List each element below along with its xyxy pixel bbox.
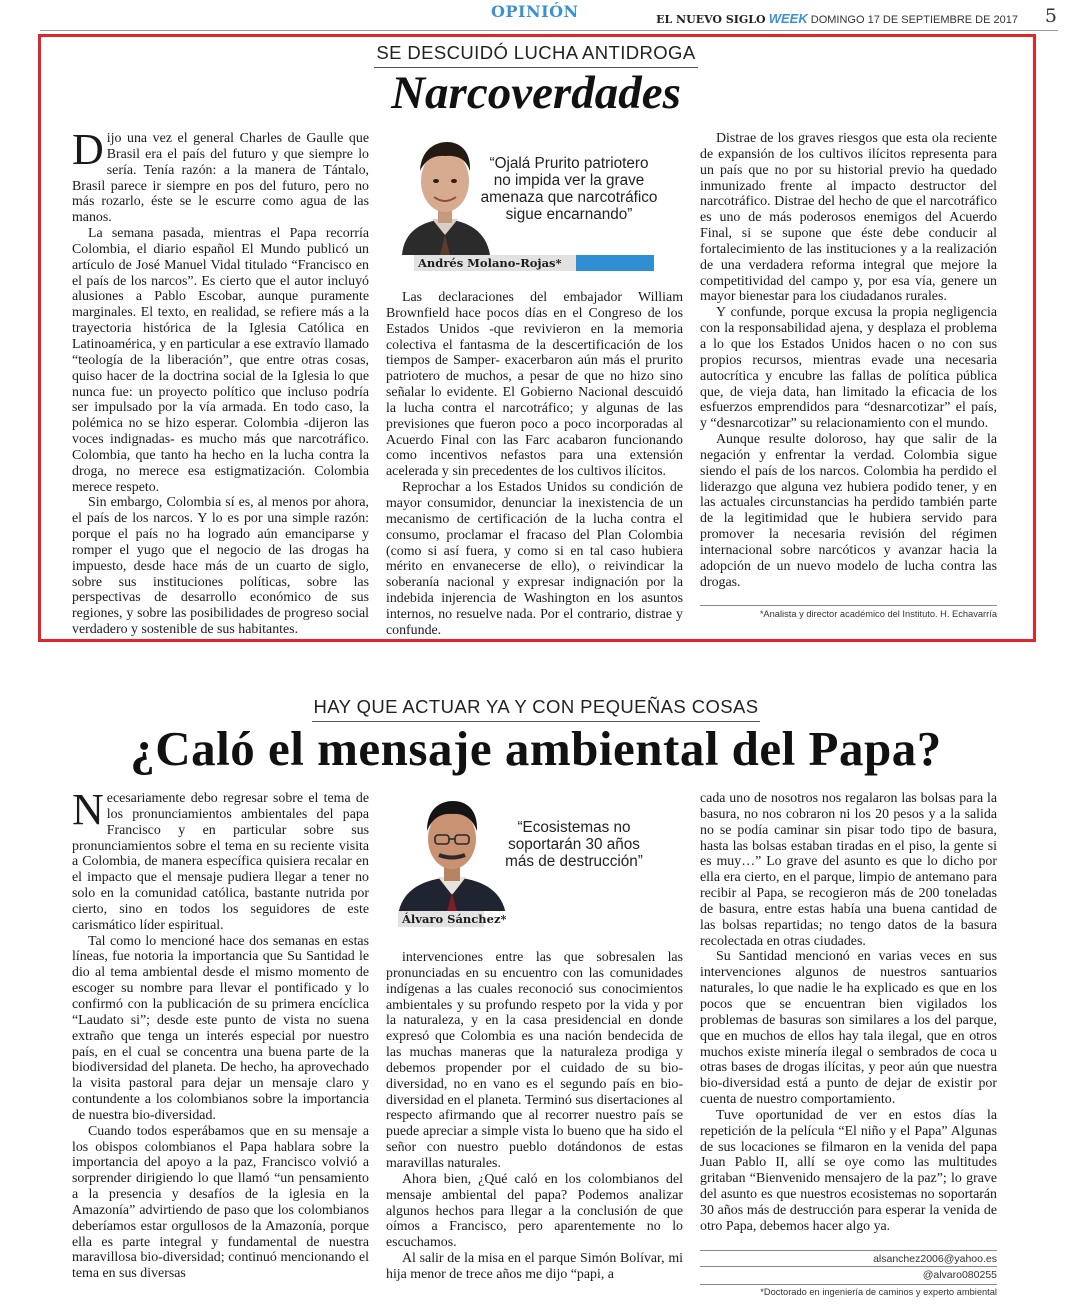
article-headline: ¿Caló el mensaje ambiental del Papa? — [130, 721, 942, 776]
paragraph: La semana pasada, mientras el Papa recorría Colombia, el diario español El Mundo publicó un artículo de José Manuel Vidal titulado “Francisco en el país de los narcos”. Es cierto que el autor incluyó alusiones a Pablo Escobar, aunque puramente marginales. El texto, en realidad, se refiere más a la trayectoria histórica de la Iglesia Católica en Latinoamérica, y en particular a ese extravío llamado “teología de la liberación”, que entre otras cosas, quiso hacer de la doctrina social de la Iglesia lo que nunca fue: un proyecto político que incluso podría ser impulsado por la vía armada. En todo caso, la polémica no se hizo esperar. Colombia -dijeron las voces indignadas- es mucho más que narcotráfico. Colombia, que tanto ha hecho en la lucha contra la droga, no merece esa estigmatización. Colombia merece respeto. — [72, 226, 369, 495]
paragraph: Tuve oportunidad de ver en estos días la repetición de la película “El niño y el Papa” Algunas de sus locaciones se filmaron en la venida del papa Juan Pablo II, allí se oye como las multitudes gritaban “Bienvenido mensajero de la paz”; lo grave del asunto es que nuestros ecosistemas no soportarán 30 años más de destrucción para esperar la venida de otro Papa, debemos hacer algo ya. — [700, 1107, 997, 1234]
paragraph: Y confunde, porque excusa la propia negligencia con la responsabilidad ajena, y desplaza el problema a lo que los Estados Unidos hacen o no con sus propios recursos, mientras evade una necesaria autocrítica y encubre las fallas de política pública que, de vieja data, han limitado la eficacia de los esfuerzos emprendidos para “desnarcotizar” el país, y “desnarcotizar” su relacionamiento con el mundo. — [700, 305, 997, 432]
paragraph: Necesariamente debo regresar sobre el tema de los pronunciamientos ambientales del papa Francisco y en particular sobre sus pronunciamientos sobre el tema en su reciente visita a Colombia, de manera específica quisiera recalar en el impacto que el mensaje pudiera llegar a tener no solo en la comunidad católica, bastante nutrida por cierto, sino en todos los seguidores de este carismático líder espiritual. — [72, 785, 369, 933]
author-box — [386, 131, 684, 271]
header-rule — [40, 30, 1058, 31]
masthead — [656, 11, 1018, 26]
author-bar-accent — [576, 255, 654, 271]
article-headline: Narcoverdades — [391, 67, 681, 119]
author-contacts — [700, 1250, 997, 1282]
paragraph: Ahora bien, ¿Qué caló en los colombianos del mensaje ambiental del papa? Podemos analizar algunos hechos para llegar a la conclusión de que oímos a Francisco, pero aparentemente no lo escuchamos. — [386, 1171, 683, 1251]
author-name: Andrés Molano-Rojas* — [418, 256, 562, 270]
author-photo — [394, 793, 510, 915]
paragraph: Distrae de los graves riesgos que esta ola reciente de expansión de los cultivos ilícitos representa para un país que no por su historial previo ha quedado inmunizado frente al impacto destructor del narcotráfico. Distrae del hecho de que el narcotráfico es uno de más poderosos enemigos del Acuerdo Final, si se supone que éste debe conducir al fortalecimiento de las instituciones y a la realización de una verdadera reforma integral que mejore la competitividad del campo y, por esa vía, genere un mayor bienestar para los ciudadanos rurales. — [700, 131, 997, 305]
pull-quote: “Ecosistemas no soportarán 30 años más de destrucción” — [505, 819, 643, 870]
author-name: Álvaro Sánchez* — [402, 912, 507, 926]
paragraph: Cuando todos esperábamos que en su mensaje a los obispos colombianos el Papa hablara sobre la importancia del apoyo a la paz, Francisco volvió a sorprender dirigiendo lo que llamó “un pensamiento a la presencia y desafíos de la iglesia en la Amazonía” advirtiendo de paso que los colombianos deberíamos estar orgullosos de la Amazonía, porque ella es parte integral y fundamental de nuestra maravillosa bio-diversidad; continuó mencionando el tema en sus diversas — [72, 1123, 369, 1282]
paragraph: cada uno de nosotros nos regalaron las bolsas para la basura, no nos cobraron ni los 20 pesos y a la salida no se podía caminar sin pisar todo tipo de basura, hasta las bolsas estaban tiradas en el piso, la gente si es muy…” Lo grave del asunto es que lo dicho por ella era cierto, en el parque, limpio de antemano para recibir al Papa, se recogieron más de 200 toneladas de basura, entre estas había una buena cantidad de las bolsas repartidas; no tengo datos de la basura recolectada en otras ciudades. — [700, 791, 997, 949]
page-number: 5 — [1044, 5, 1057, 27]
section-label: OPINIÓN — [491, 2, 579, 21]
author-twitter: @alvaro080255 — [700, 1266, 997, 1282]
article-column-2 — [386, 290, 683, 639]
paragraph: Dijo una vez el general Charles de Gaulle que Brasil era el país del futuro y que siempre lo sería. Tenía razón: a la manera de Tántalo, Brasil parece ir siempre en pos del futuro, pero no más rozarlo, éste se le escurre como agua de las manos. — [72, 125, 369, 226]
author-strip — [414, 255, 654, 271]
author-photo-illustration — [394, 793, 510, 915]
article-column-3 — [700, 131, 997, 590]
paragraph: Sin embargo, Colombia sí es, al menos por ahora, el país de los narcos. Y lo es por una simple razón: porque el país no ha logrado aún emanciparse y romper el yugo que el negocio de las drogas ha impuesto, desde hace más de un cuarto de siglo, sobre sus instituciones políticas, sobre las perspectivas de desarrollo económico de sus regiones, y sobre las posibilidades de progreso social verdadero y sostenible de sus habitantes. — [72, 495, 369, 638]
article-narcoverdades — [0, 34, 1072, 644]
edition-name: WEEK — [768, 11, 808, 26]
author-bar-accent — [484, 911, 694, 927]
newspaper-name: EL NUEVO SIGLO — [656, 13, 766, 26]
author-footnote: *Doctorado en ingeniería de caminos y experto ambiental — [700, 1284, 997, 1297]
article-kicker: SE DESCUIDÓ LUCHA ANTIDROGA — [0, 42, 1072, 68]
author-footnote: *Analista y director académico del Instituto. H. Echavarría — [700, 605, 997, 619]
article-column-1 — [72, 785, 369, 1282]
article-column-2 — [386, 950, 683, 1283]
paragraph: intervenciones entre las que sobresalen las pronunciadas en su encuentro con las comunidades indígenas a las cuales reconoció sus conocimientos ambientales y su profundo respeto por la vida y por la naturaleza, y en la casa presidencial en donde expresó que Colombia es una nación bendecida de las muchas maneras que la naturaleza prodiga y debemos propender por el cuidado de su bio-diversidad, no en vano es el segundo país en bio-diversidad en el planeta. Terminó sus disertaciones al respecto afirmando que al recorrer nuestro país se puede apreciar a simple vista lo bueno que ha sido el señor con nuestro pueblo dotándonos de estas maravillas naturales. — [386, 950, 683, 1171]
article-column-1 — [72, 125, 369, 638]
paragraph: Reprochar a los Estados Unidos su condición de mayor consumidor, denunciar la inexistencia de un mecanismo de certificación de la lucha contra el consumo, proclamar el fracaso del Plan Colombia (como si así fuera, y como si en tal caso hubiera mérito en envanecerse de ello), o reivindicar la soberanía nacional y expresar indignación por la indebida injerencia de Washington en los asuntos internos, no resuelve nada. Por el contrario, distrae y confunde. — [386, 480, 683, 638]
paragraph: Tal como lo mencioné hace dos semanas en estas líneas, fue notoria la importancia que Su Santidad le dio al tema ambiental desde el mismo momento de escoger su nombre para llevar el pontificado y lo confirmó con la publicación de su primera encíclica “Laudato si”; desde este punto de vista no suena extraño que tenga un interés especial por nuestro país, en el cual se concentra una buena parte de la biodiversidad del planeta. De hecho, ha aprovechado la visita pastoral para dejar un mensaje claro y contundente a los colombianos sobre la importancia de nuestra bio-diversidad. — [72, 933, 369, 1123]
paragraph: Aunque resulte doloroso, hay que salir de la negación y enfrentar la verdad. Colombia sigue siendo el país de los narcos. Colombia ha perdido el liderazgo que alguna vez hubiera podido tener, y en las actuales circunstancias ha perdido también parte de la legitimidad que le hubiera servido para promover la necesaria revisión del régimen internacional sobre narcóticos y avanzar hacia la adopción de un nuevo modelo de lucha contra las drogas. — [700, 432, 997, 590]
author-box — [386, 791, 684, 931]
article-mensaje-ambiental — [0, 694, 1072, 1314]
paragraph: Su Santidad mencionó en varias veces en sus intervenciones algunos de nuestros santuarios naturales, lo que nadie le ha explicado es que en los pocos que se encuentran bien vigilados los problemas de basuras son similares a los del parque, que en muchos de ellos hay tala ilegal, que en otros muchos existe minería ilegal o sembrados de coca u otras bases de drogas ilícitas, y peor aún que nuestra bio-diversidad está a punto de dejar de existir por cuenta de nuestro comportamiento. — [700, 949, 997, 1108]
author-strip — [398, 911, 694, 927]
paragraph: Al salir de la misa en el parque Simón Bolívar, mi hija menor de trece años me dijo “papi, a — [386, 1251, 683, 1282]
issue-date: DOMINGO 17 DE SEPTIEMBRE DE 2017 — [810, 14, 1018, 26]
pull-quote: “Ojalá Prurito patriotero no impida ver la grave amenaza que narcotráfico sigue encarnando” — [480, 155, 658, 223]
author-email: alsanchez2006@yahoo.es — [700, 1250, 997, 1266]
article-kicker: HAY QUE ACTUAR YA Y CON PEQUEÑAS COSAS — [0, 696, 1072, 722]
paragraph: Las declaraciones del embajador William Brownfield hace pocos días en el Congreso de los Estados Unidos -que revivieron en la memoria colectiva el fantasma de la descertificación de los tiempos de Samper- exacerbaron aún más el prurito patriotero de muchos, a pesar de que no hizo sino señalar lo evidente. El Gobierno Nacional descuidó la lucha contra el narcotráfico; y algunas de las previsiones que fueron poco a poco incorporadas al Acuerdo Final con las Farc acabaron funcionando como incentivos nefastos para una extensión acelerada y sin precedentes de los cultivos ilícitos. — [386, 290, 683, 480]
article-column-3 — [700, 791, 997, 1235]
page-header — [0, 0, 1072, 32]
